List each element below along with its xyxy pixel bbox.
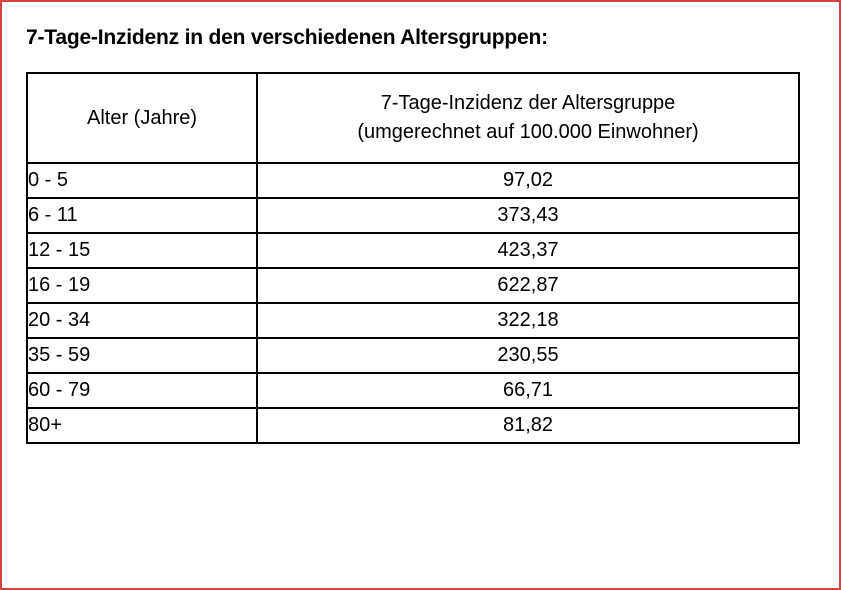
table-row [27,408,799,443]
cell-incidence-value: 230,55 [257,338,799,373]
cell-incidence-value: 97,02 [257,163,799,198]
table-row [27,303,799,338]
incidence-table [26,72,800,444]
cell-incidence-value: 423,37 [257,233,799,268]
cell-age-group: 16 - 19 [27,268,257,303]
table-header-row [27,73,799,163]
table-row [27,198,799,233]
table-header [27,73,799,163]
cell-age-group: 6 - 11 [27,198,257,233]
cell-age-group: 20 - 34 [27,303,257,338]
column-header-incidence-line1: 7-Tage-Inzidenz der Altersgruppe [380,92,676,114]
cell-age-group: 12 - 15 [27,233,257,268]
column-header-incidence-line2: (umgerechnet auf 100.000 Einwohner) [357,121,699,143]
column-header-age: Alter (Jahre) [27,73,257,163]
cell-incidence-value: 373,43 [257,198,799,233]
column-header-incidence [257,73,799,163]
table-body [27,163,799,443]
table-row [27,338,799,373]
cell-incidence-value: 322,18 [257,303,799,338]
cell-age-group: 0 - 5 [27,163,257,198]
page-title: 7-Tage-Inzidenz in den verschiedenen Altersgruppen: [26,26,548,49]
cell-age-group: 60 - 79 [27,373,257,408]
table-row [27,268,799,303]
table-row [27,373,799,408]
cell-incidence-value: 81,82 [257,408,799,443]
table-row [27,163,799,198]
cell-incidence-value: 66,71 [257,373,799,408]
cell-age-group: 80+ [27,408,257,443]
cell-incidence-value: 622,87 [257,268,799,303]
table-row [27,233,799,268]
cell-age-group: 35 - 59 [27,338,257,373]
